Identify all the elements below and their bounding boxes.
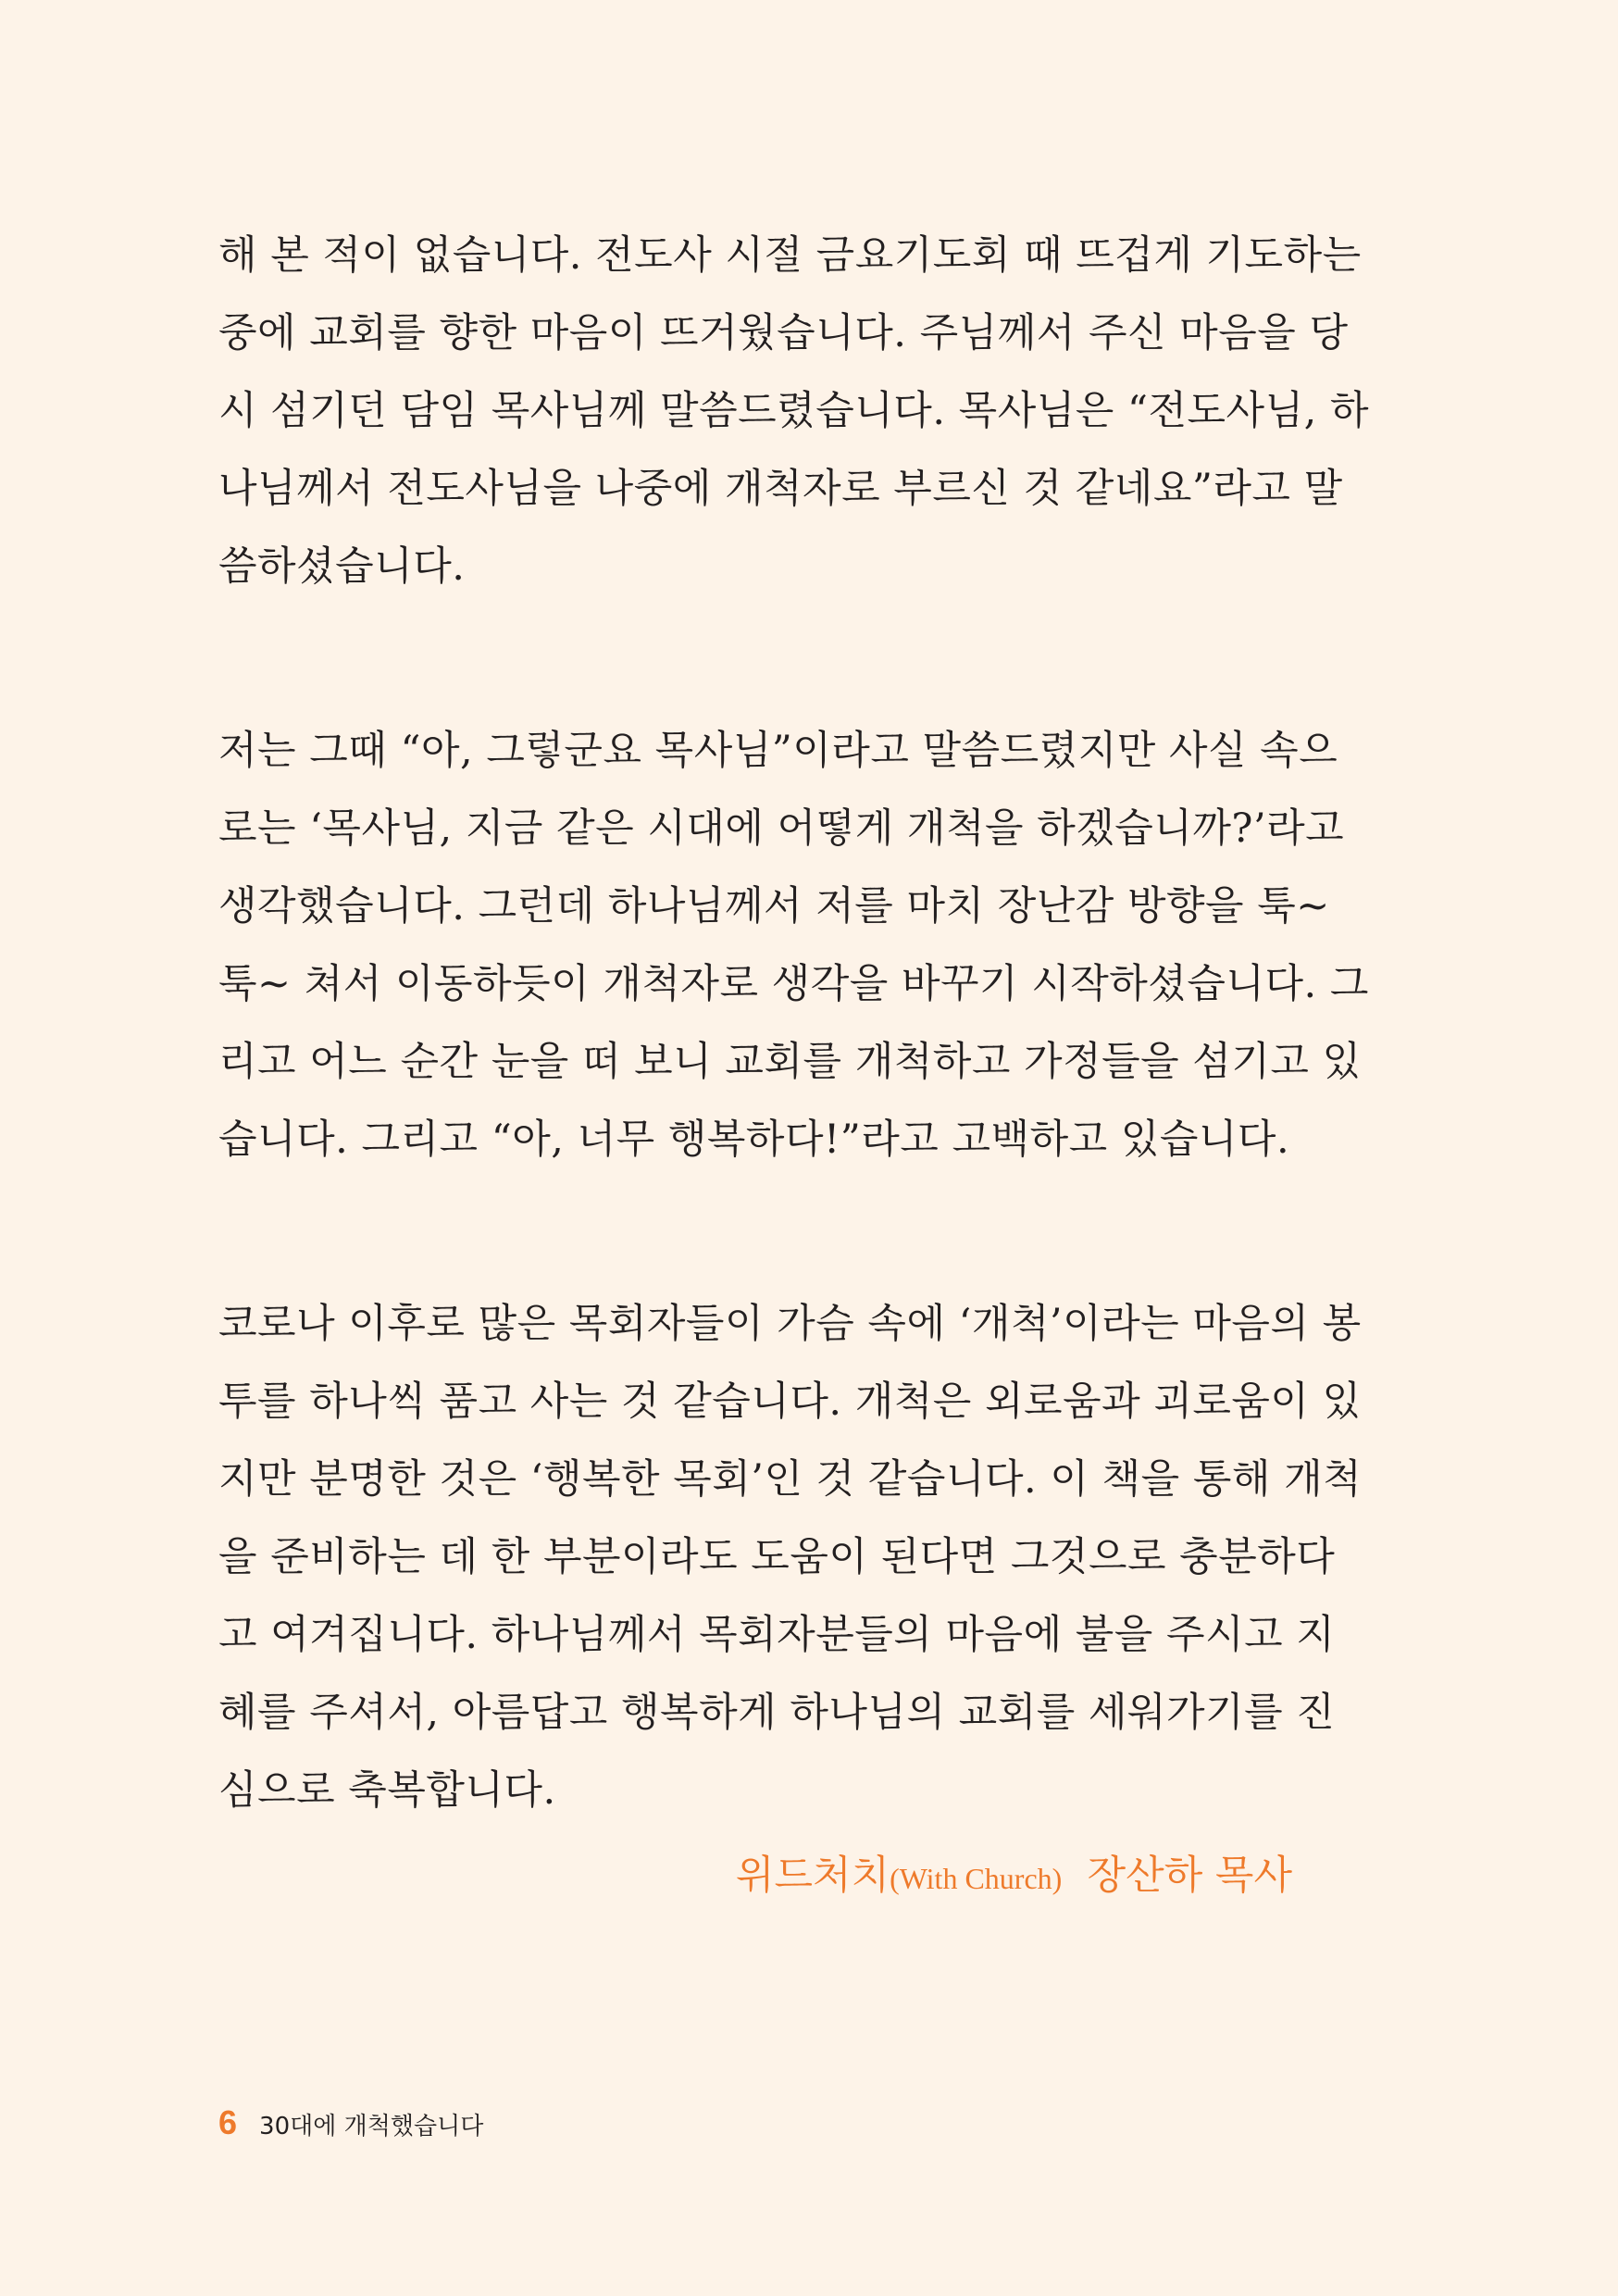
church-name-english: (With Church) — [890, 1862, 1063, 1895]
text-line: 나님께서 전도사님을 나중에 개척자로 부르신 것 같네요”라고 말 — [218, 466, 1343, 512]
paragraph-gap — [218, 1179, 1292, 1285]
page-number: 6 — [218, 2103, 238, 2141]
author-name: 장산하 목사 — [1087, 1853, 1292, 1899]
text-line: 혜를 주셔서, 아름답고 행복하게 하나님의 교회를 세워가기를 진 — [218, 1690, 1336, 1736]
paragraph — [218, 1285, 1363, 1829]
text-line: 로는 ‘목사님, 지금 같은 시대에 어떻게 개척을 하겠습니까?’라고 — [218, 805, 1345, 852]
text-line: 고 여겨집니다. 하나님께서 목회자분들의 마음에 불을 주시고 지 — [218, 1612, 1336, 1658]
author-signature — [736, 1848, 1292, 1906]
text-line: 씀하셨습니다. — [218, 543, 466, 590]
text-line: 리고 어느 순간 눈을 떠 보니 교회를 개척하고 가정들을 섬기고 있 — [218, 1039, 1362, 1085]
text-line: 을 준비하는 데 한 부분이라도 도움이 된다면 그것으로 충분하다 — [218, 1534, 1336, 1580]
text-line: 습니다. 그리고 “아, 너무 행복하다!”라고 고백하고 있습니다. — [218, 1117, 1290, 1163]
text-line: 지만 분명한 것은 ‘행복한 목회’인 것 같습니다. 이 책을 통해 개척 — [218, 1456, 1363, 1503]
text-line: 저는 그때 “아, 그렇군요 목사님”이라고 말씀드렸지만 사실 속으 — [218, 728, 1338, 774]
paragraph — [218, 217, 1369, 605]
body-text — [218, 217, 1369, 1829]
text-line: 시 섬기던 담임 목사님께 말씀드렸습니다. 목사님은 “전도사님, 하 — [218, 388, 1369, 434]
church-name: 위드처치 — [735, 1853, 890, 1899]
text-line: 투를 하나씩 품고 사는 것 같습니다. 개척은 외로움과 괴로움이 있 — [218, 1379, 1362, 1425]
text-line: 생각했습니다. 그런데 하나님께서 저를 마치 장난감 방향을 툭~ — [218, 883, 1330, 930]
text-line: 해 본 적이 없습니다. 전도사 시절 금요기도회 때 뜨겁게 기도하는 — [218, 232, 1362, 279]
paragraph-gap — [218, 605, 1292, 712]
page-footer — [218, 2103, 483, 2140]
text-line: 심으로 축복합니다. — [218, 1767, 556, 1814]
text-line: 중에 교회를 향한 마음이 뜨거웠습니다. 주님께서 주신 마음을 당 — [218, 310, 1349, 356]
text-line: 코로나 이후로 많은 목회자들이 가슴 속에 ‘개척’이라는 마음의 봉 — [218, 1301, 1362, 1347]
book-title: 30대에 개척했습니다 — [259, 2113, 484, 2140]
paragraph — [218, 712, 1369, 1179]
text-line: 툭~ 쳐서 이동하듯이 개척자로 생각을 바꾸기 시작하셨습니다. 그 — [218, 961, 1369, 1007]
